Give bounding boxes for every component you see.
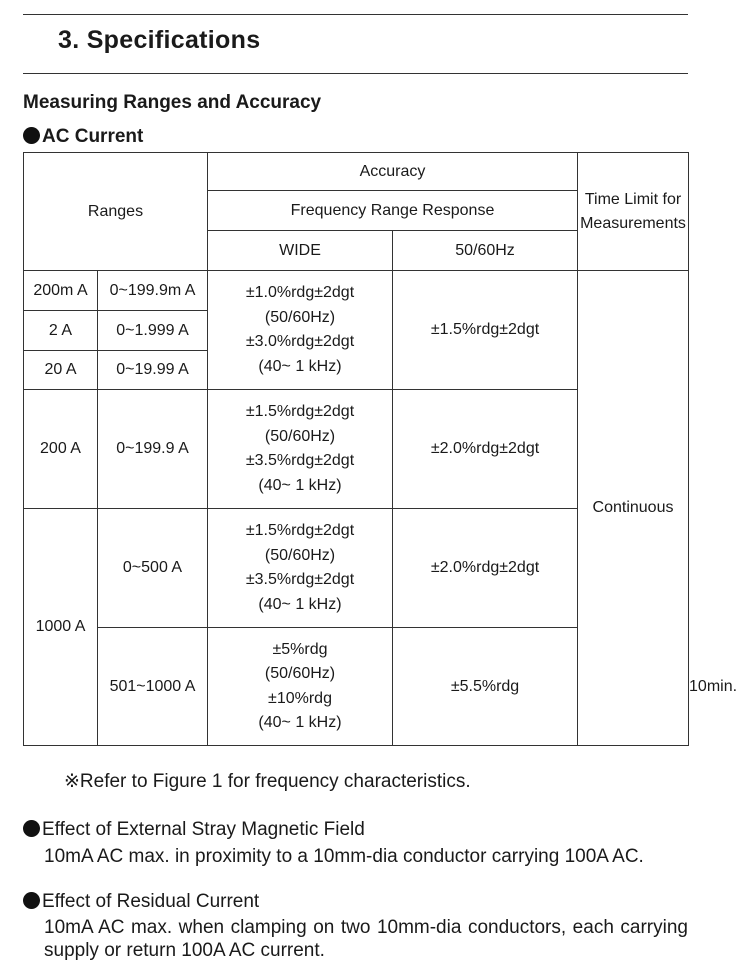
- effect-heading: [23, 819, 365, 841]
- time-limit-continuous-cell: Continuous: [578, 271, 689, 746]
- subheading: Measuring Ranges and Accuracy: [23, 92, 322, 113]
- ac-current-spec-table: [23, 152, 737, 746]
- section-number: 3.: [58, 26, 80, 54]
- bullet-icon: [23, 127, 40, 144]
- wide-accuracy-cell: [208, 509, 393, 628]
- accuracy-line: ±3.5%rdg±2dgt: [245, 571, 355, 588]
- accuracy-line: ±5%rdg: [272, 640, 328, 658]
- effect-heading: [23, 891, 259, 913]
- span-cell: 0~199.9 A: [98, 390, 208, 509]
- ac-current-heading: [23, 126, 143, 148]
- accuracy-line: (50/60Hz): [264, 665, 336, 682]
- ac-current-heading-text: AC Current: [42, 126, 144, 147]
- accuracy-line: (50/60Hz): [264, 427, 336, 445]
- title-underline-rule: [23, 73, 688, 74]
- header-time-limit-line2: Measurements: [580, 214, 686, 232]
- bullet-icon: [23, 892, 40, 909]
- frequency-note: ※Refer to Figure 1 for frequency characteristics.: [64, 771, 471, 792]
- header-accuracy: Accuracy: [208, 153, 578, 191]
- range-cell: 1000 A: [24, 509, 98, 746]
- accuracy-line: (40~ 1 kHz): [258, 476, 342, 494]
- accuracy-line: ±1.5%rdg±2dgt: [245, 403, 355, 420]
- header-time-limit-line1: Time Limit for: [584, 190, 682, 208]
- section-title: [58, 26, 260, 55]
- section-title-text: Specifications: [86, 26, 261, 54]
- top-rule: [23, 14, 688, 15]
- accuracy-line: (40~ 1 kHz): [258, 714, 342, 731]
- accuracy-line: (40~ 1 kHz): [258, 357, 342, 375]
- hz-accuracy-cell: ±2.0%rdg±2dgt: [393, 509, 578, 628]
- table-header-row: [24, 153, 689, 191]
- span-cell: 0~1.999 A: [98, 311, 208, 351]
- wide-accuracy-cell: [208, 390, 393, 509]
- effect-heading-text: Effect of External Stray Magnetic Field: [42, 819, 365, 840]
- range-cell: 200m A: [24, 271, 98, 311]
- header-frequency-response: Frequency Range Response: [208, 191, 578, 231]
- range-cell: 200 A: [24, 390, 98, 509]
- accuracy-line: (40~ 1 kHz): [258, 595, 342, 613]
- wide-accuracy-cell: [208, 271, 393, 390]
- effect-body: 10mA AC max. when clamping on two 10mm-dia conductors, each carrying supply or return 100A AC current.: [44, 917, 688, 961]
- range-cell: 2 A: [24, 311, 98, 351]
- table-row: 501~1000 A ±5%rdg (50/60Hz) ±10%rdg (40~ 1 kHz) ±5.5%rdg 10min.: [24, 628, 689, 746]
- accuracy-line: (50/60Hz): [264, 546, 336, 564]
- accuracy-line: ±3.5%rdg±2dgt: [245, 452, 355, 469]
- header-wide: WIDE: [208, 231, 393, 271]
- effect-body: 10mA AC max. in proximity to a 10mm-dia conductor carrying 100A AC.: [44, 846, 644, 867]
- span-cell: 501~1000 A: [98, 628, 208, 746]
- span-cell: 0~19.99 A: [98, 351, 208, 390]
- accuracy-line: ±1.0%rdg±2dgt: [245, 284, 355, 301]
- accuracy-line: (50/60Hz): [264, 308, 336, 326]
- range-cell: 20 A: [24, 351, 98, 390]
- header-time-limit: [578, 153, 689, 271]
- effect-heading-text: Effect of Residual Current: [42, 891, 260, 912]
- hz-accuracy-cell: ±2.0%rdg±2dgt: [393, 390, 578, 509]
- span-cell: 0~199.9m A: [98, 271, 208, 311]
- header-ranges: Ranges: [24, 153, 208, 271]
- header-50-60hz: 50/60Hz: [393, 231, 578, 271]
- wide-accuracy-cell: [208, 628, 393, 746]
- hz-accuracy-cell: ±1.5%rdg±2dgt: [393, 271, 578, 390]
- hz-accuracy-cell: ±5.5%rdg: [393, 628, 578, 746]
- accuracy-line: ±3.0%rdg±2dgt: [245, 333, 355, 350]
- accuracy-line: ±10%rdg: [268, 689, 332, 707]
- bullet-icon: [23, 820, 40, 837]
- accuracy-line: ±1.5%rdg±2dgt: [245, 522, 355, 539]
- table-row: [24, 271, 689, 311]
- span-cell: 0~500 A: [98, 509, 208, 628]
